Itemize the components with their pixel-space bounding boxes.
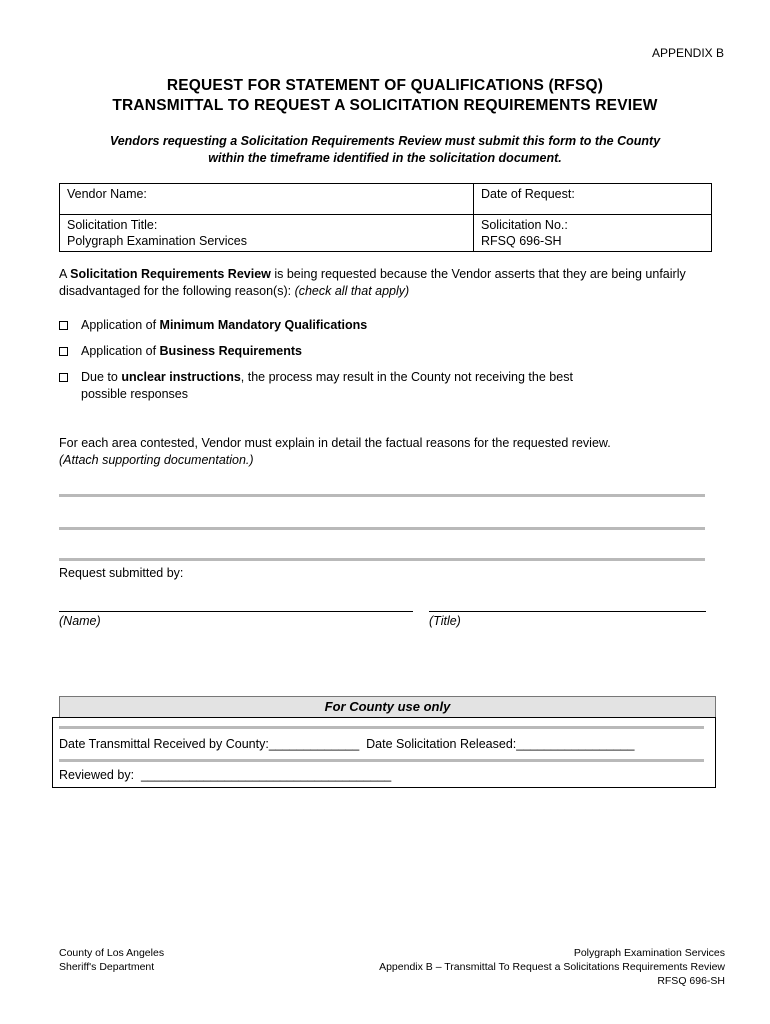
- footer-right: [379, 946, 725, 988]
- reason-intro-middle: is being requested because the Vendor asserts that they are being unfairly disadvantaged for the following reason(s):: [59, 267, 686, 298]
- explain-line-1: For each area contested, Vendor must explain in detail the factual reasons for the requested review.: [59, 436, 611, 450]
- footer-rfsq-number: RFSQ 696-SH: [657, 975, 725, 987]
- title-signature-line[interactable]: [429, 611, 706, 612]
- option-suffix: , the process may result in the County not receiving the best possible responses: [81, 370, 573, 401]
- solicitation-title-field: [60, 215, 474, 252]
- divider: [59, 759, 704, 762]
- option-prefix: Due to: [81, 370, 122, 384]
- solicitation-no-field: [474, 215, 712, 252]
- option-minimum-qualifications[interactable]: [59, 317, 641, 334]
- vendor-info-table: [59, 183, 712, 252]
- explain-line-2: (Attach supporting documentation.): [59, 452, 254, 467]
- option-business-requirements[interactable]: [59, 343, 641, 360]
- option-prefix: Application of: [81, 344, 160, 358]
- footer-department: Sheriff's Department: [59, 961, 155, 973]
- option-unclear-instructions[interactable]: [59, 369, 611, 402]
- reason-intro-italic: (check all that apply): [294, 283, 410, 298]
- divider: [59, 726, 704, 729]
- option-bold: unclear instructions: [121, 370, 241, 384]
- solicitation-no-label: Solicitation No.:: [481, 218, 568, 232]
- reviewed-by-field[interactable]: Reviewed by: ____________________________________: [59, 768, 392, 782]
- name-signature-line[interactable]: [59, 611, 413, 612]
- footer-county: County of Los Angeles: [59, 947, 165, 959]
- county-use-header: For County use only: [59, 696, 716, 717]
- appendix-label: APPENDIX B: [651, 46, 724, 60]
- option-prefix: Application of: [81, 318, 160, 332]
- explanation-line[interactable]: [59, 558, 705, 561]
- option-bold: Business Requirements: [159, 344, 302, 358]
- reason-intro-prefix: A: [59, 267, 71, 281]
- title-label: (Title): [429, 614, 461, 628]
- reason-intro: [59, 266, 719, 299]
- title-line-2: TRANSMITTAL TO REQUEST A SOLICITATION REQUIREMENTS REVIEW: [112, 97, 658, 114]
- form-title: [0, 76, 770, 116]
- explanation-line[interactable]: [59, 527, 705, 530]
- date-released-label: Date Solicitation Released:_________________: [366, 737, 635, 751]
- title-line-1: REQUEST FOR STATEMENT OF QUALIFICATIONS (RFSQ): [166, 77, 604, 94]
- checkbox[interactable]: [59, 321, 68, 330]
- checkbox[interactable]: [59, 373, 68, 382]
- solicitation-no-value: RFSQ 696-SH: [481, 234, 562, 248]
- date-transmittal-label: Date Transmittal Received by County:_____________: [59, 737, 360, 751]
- table-row: [60, 215, 712, 252]
- subtitle-line-2: within the timeframe identified in the solicitation document.: [208, 151, 562, 165]
- checkbox[interactable]: [59, 347, 68, 356]
- explanation-instructions: [59, 435, 719, 468]
- name-label: (Name): [59, 614, 101, 628]
- explanation-line[interactable]: [59, 494, 705, 497]
- subtitle-line-1: Vendors requesting a Solicitation Requirements Review must submit this form to the County: [109, 134, 661, 148]
- table-row: [60, 184, 712, 215]
- footer-document-title: Appendix B – Transmittal To Request a Solicitations Requirements Review: [379, 961, 725, 973]
- vendor-name-field[interactable]: [60, 184, 474, 215]
- solicitation-title-value: Polygraph Examination Services: [67, 234, 247, 248]
- request-submitted-label: Request submitted by:: [59, 566, 184, 580]
- date-of-request-field[interactable]: [474, 184, 712, 215]
- option-bold: Minimum Mandatory Qualifications: [159, 318, 368, 332]
- footer-service: Polygraph Examination Services: [573, 947, 725, 959]
- option-label: [81, 369, 611, 402]
- solicitation-title-label: Solicitation Title:: [67, 218, 158, 232]
- reason-intro-bold: Solicitation Requirements Review: [70, 267, 271, 281]
- form-subtitle: [60, 133, 710, 167]
- date-of-request-label: Date of Request:: [481, 187, 575, 201]
- option-label: [81, 317, 641, 334]
- date-transmittal-field[interactable]: [59, 737, 634, 751]
- vendor-name-label: Vendor Name:: [67, 187, 147, 201]
- footer-left: [59, 946, 164, 974]
- option-label: [81, 343, 641, 360]
